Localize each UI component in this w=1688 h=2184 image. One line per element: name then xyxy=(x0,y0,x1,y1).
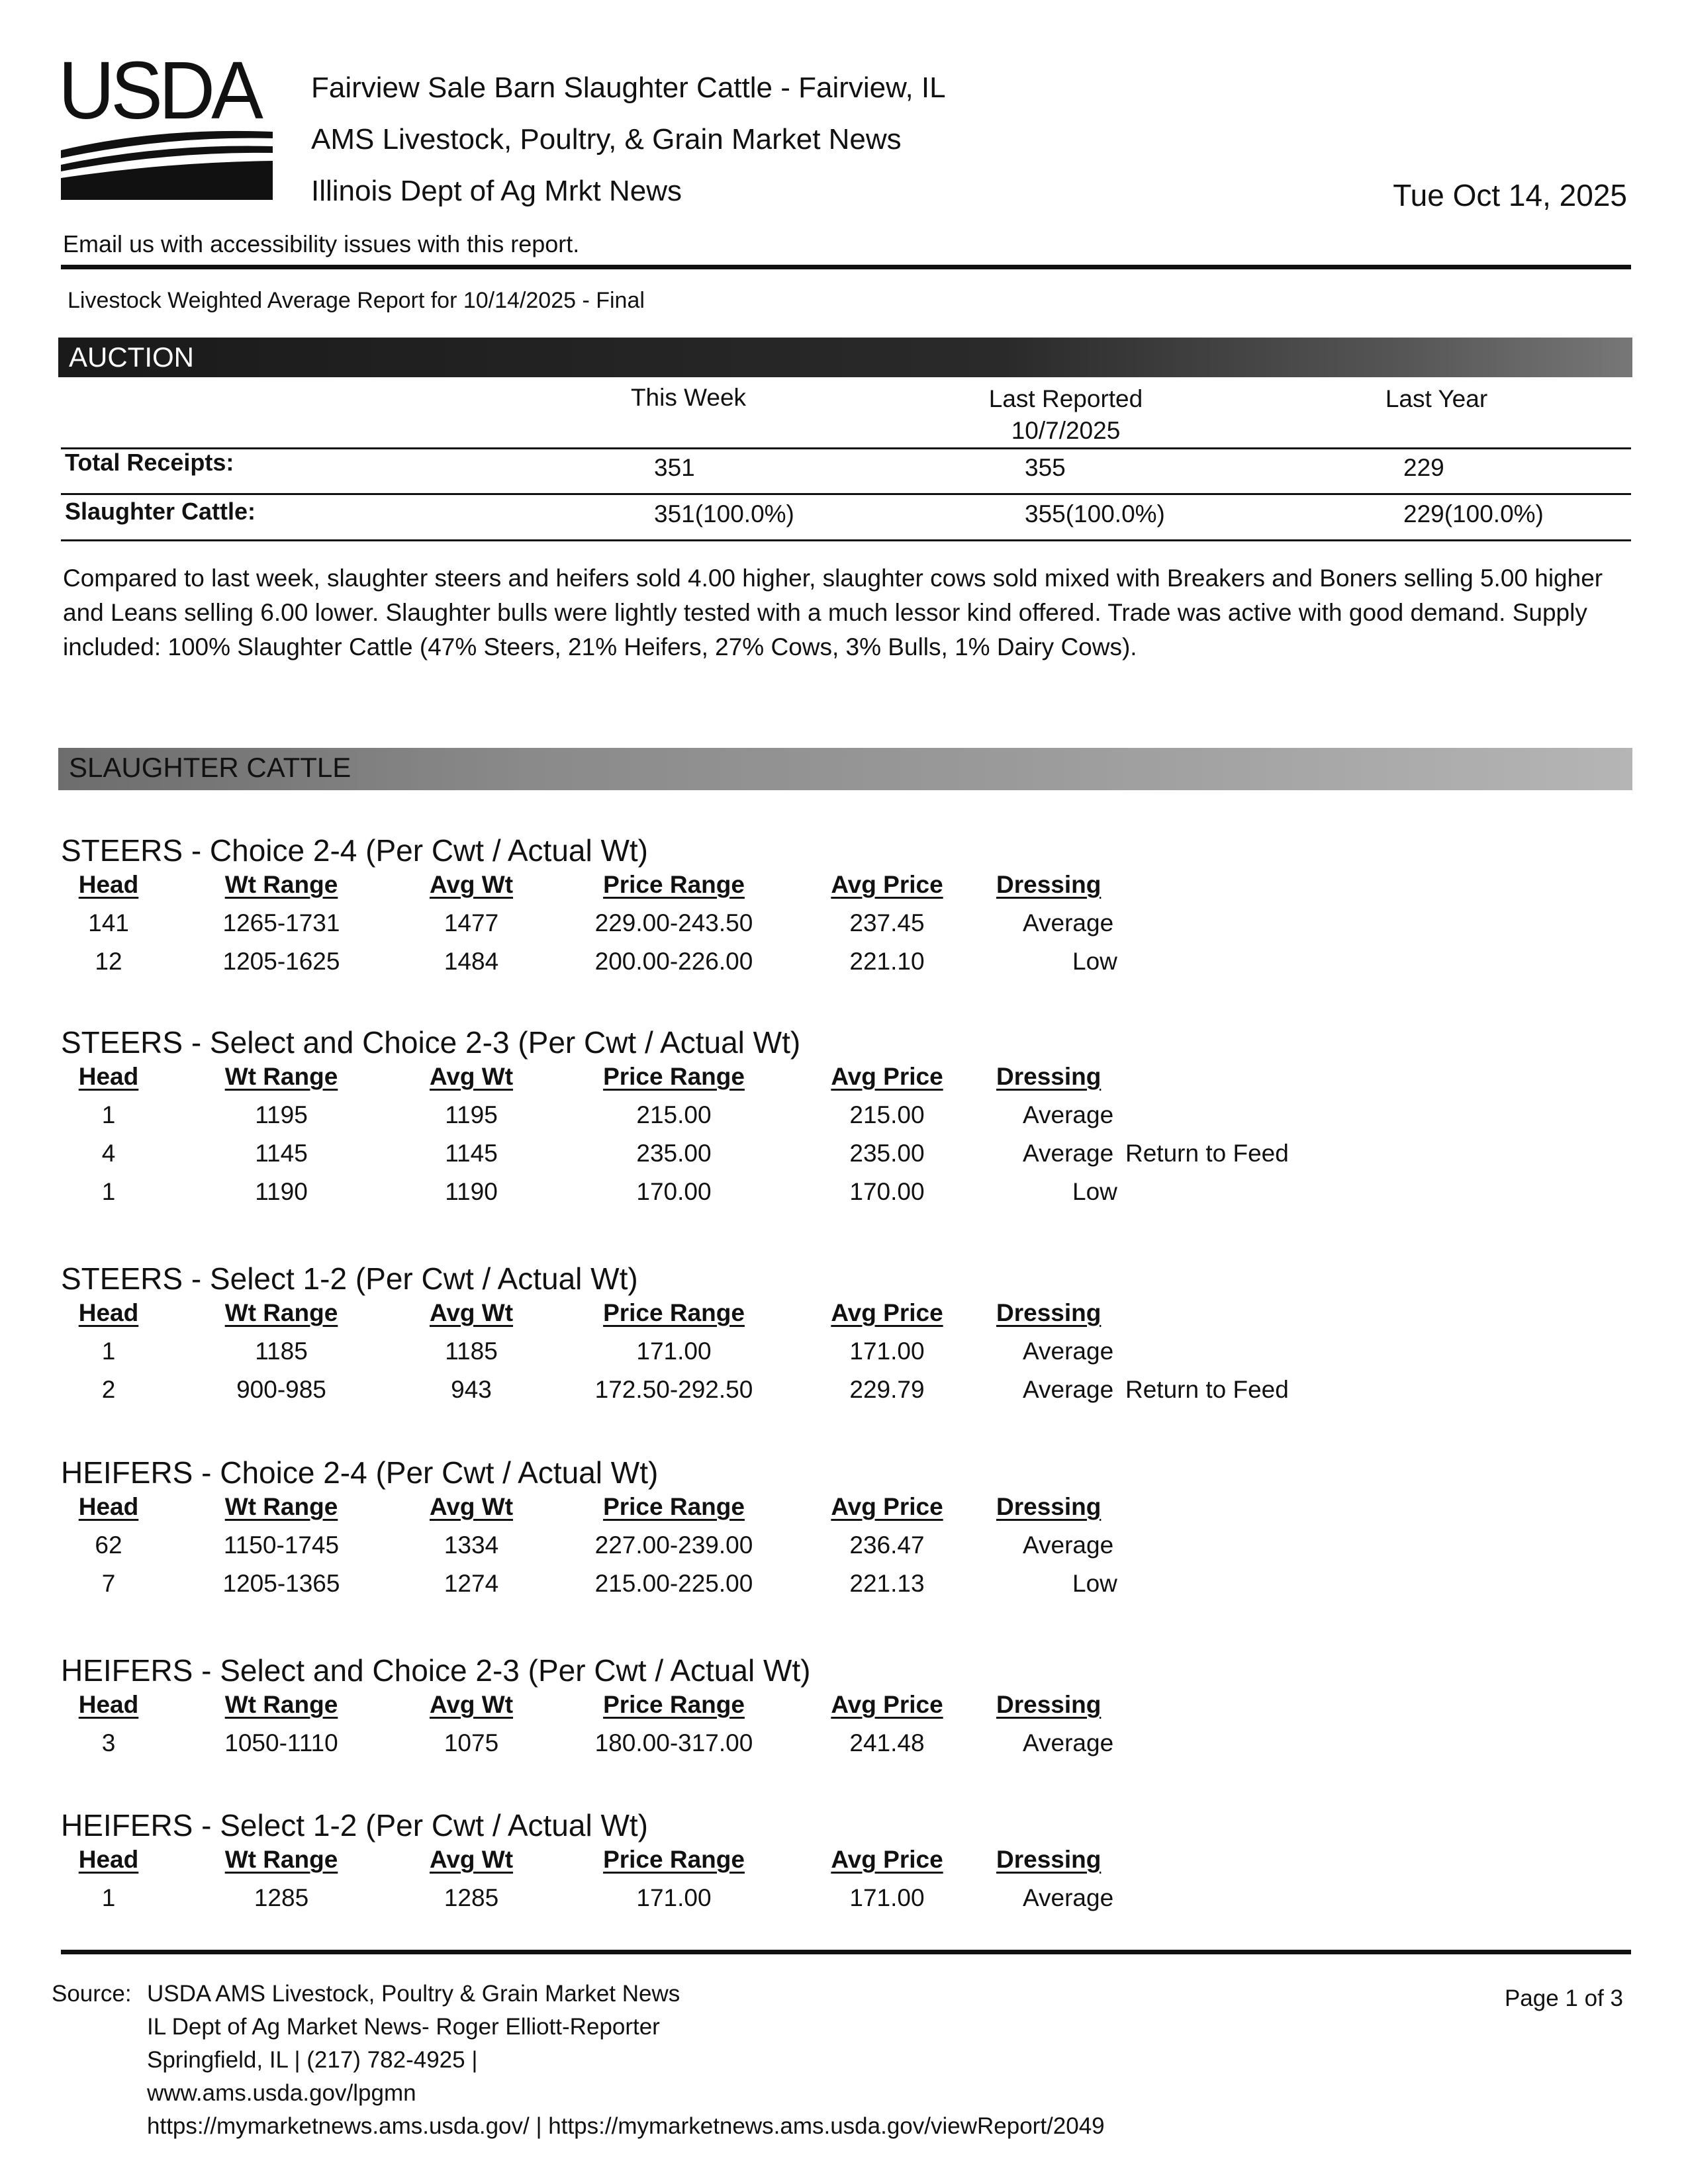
table-row xyxy=(0,909,1688,942)
cell-price-range: 172.50-292.50 xyxy=(594,1376,753,1403)
section-title: STEERS - Choice 2-4 (Per Cwt / Actual Wt) xyxy=(61,833,649,868)
col-header-avg-wt: Avg Wt xyxy=(429,1846,514,1873)
col-header-dressing: Dressing xyxy=(996,1063,1102,1090)
cell-wt-range: 1190 xyxy=(255,1178,308,1205)
section-title: STEERS - Select 1-2 (Per Cwt / Actual Wt) xyxy=(61,1261,638,1296)
slaughter-cattle-this-week: 351(100.0%) xyxy=(654,500,794,527)
col-header-avg-wt: Avg Wt xyxy=(429,871,514,898)
col-header-dressing: Dressing xyxy=(996,1299,1102,1326)
cell-avg-price: 171.00 xyxy=(849,1338,925,1365)
cell-wt-range: 1265-1731 xyxy=(222,909,340,936)
table-row xyxy=(0,1376,1688,1409)
col-header-wt-range: Wt Range xyxy=(224,1846,338,1873)
cell-dressing: Average xyxy=(1023,1531,1114,1559)
table-row xyxy=(0,948,1688,981)
col-header-avg-price: Avg Price xyxy=(831,1299,943,1326)
table-row xyxy=(0,1140,1688,1173)
cell-dressing: Average xyxy=(1023,1884,1114,1911)
cell-price-range: 229.00-243.50 xyxy=(594,909,753,936)
cell-avg-wt: 1145 xyxy=(445,1140,498,1167)
cell-dressing: Low xyxy=(1072,1570,1117,1597)
cell-wt-range: 1150-1745 xyxy=(223,1531,340,1559)
col-header-head: Head xyxy=(78,871,139,898)
cell-avg-wt: 1285 xyxy=(444,1884,499,1911)
auction-rule-3 xyxy=(61,539,1631,541)
cell-avg-price: 236.47 xyxy=(849,1531,925,1559)
col-header-wt-range: Wt Range xyxy=(224,1493,338,1520)
cell-dressing: Average xyxy=(1023,1140,1114,1167)
cell-price-range: 180.00-317.00 xyxy=(594,1729,753,1756)
cell-avg-price: 229.79 xyxy=(849,1376,925,1403)
cell-head: 7 xyxy=(101,1570,116,1597)
report-subtitle: Livestock Weighted Average Report for 10/14/2025 - Final xyxy=(68,288,645,313)
cell-avg-wt: 1477 xyxy=(444,909,499,936)
cell-wt-range: 1145 xyxy=(255,1140,308,1167)
row-total-receipts-label: Total Receipts: xyxy=(65,449,234,476)
col-header-price-range: Price Range xyxy=(603,871,745,898)
col-header-price-range: Price Range xyxy=(603,1846,745,1873)
col-header-head: Head xyxy=(78,1063,139,1090)
footer-website-link[interactable]: www.ams.usda.gov/lpgmn xyxy=(147,2080,416,2106)
usda-logo-text: USDA xyxy=(58,44,259,137)
table-row xyxy=(0,1101,1688,1134)
col-header-avg-price: Avg Price xyxy=(831,1493,943,1520)
section-title: HEIFERS - Select and Choice 2-3 (Per Cwt / Actual Wt) xyxy=(61,1653,811,1688)
cell-avg-wt: 1190 xyxy=(445,1178,498,1205)
col-header-dressing: Dressing xyxy=(996,1493,1102,1520)
cell-avg-wt: 1274 xyxy=(444,1570,499,1597)
col-header-head: Head xyxy=(78,1846,139,1873)
slaughter-cattle-last-year: 229(100.0%) xyxy=(1403,500,1544,527)
cell-avg-price: 235.00 xyxy=(849,1140,925,1167)
auction-rule-1 xyxy=(61,447,1631,449)
cell-price-range: 171.00 xyxy=(636,1884,712,1911)
slaughter-cattle-label: SLAUGHTER CATTLE xyxy=(69,752,352,783)
auction-label: AUCTION xyxy=(69,341,194,373)
table-row xyxy=(0,1338,1688,1371)
cell-price-range: 170.00 xyxy=(636,1178,712,1205)
col-last-reported-date: 10/7/2025 xyxy=(1011,417,1121,444)
cell-head: 2 xyxy=(101,1376,116,1403)
table-row xyxy=(0,1178,1688,1211)
table-row xyxy=(0,1884,1688,1917)
usda-logo-swoosh-icon xyxy=(61,124,273,200)
total-receipts-last-reported: 355 xyxy=(1025,454,1066,481)
auction-section-bar xyxy=(58,338,1632,377)
market-summary: Compared to last week, slaughter steers and heifers sold 4.00 higher, slaughter cows sold mixed with Breakers and Boners selling 5.00 higher and Leans selling 6.00 lower. Slaughter bulls were lightly tested with a much lessor kind offered. Trade was active with good demand. Supply included: 100% Slaughter Cattle (47% Steers, 21% Heifers, 27% Cows, 3% Bulls, 1% Dairy Cows). xyxy=(63,565,1603,660)
page-number: Page 1 of 3 xyxy=(1504,1985,1623,2011)
cell-price-range: 215.00 xyxy=(636,1101,712,1128)
col-header-avg-price: Avg Price xyxy=(831,1691,943,1718)
footer-source-line-1: USDA AMS Livestock, Poultry & Grain Market News xyxy=(147,1981,680,2007)
cell-price-range: 171.00 xyxy=(636,1338,712,1365)
cell-avg-wt: 1075 xyxy=(444,1729,499,1756)
cell-avg-wt: 943 xyxy=(451,1376,492,1403)
col-header-avg-wt: Avg Wt xyxy=(429,1691,514,1718)
footer-source-label: Source: xyxy=(52,1981,132,2007)
col-header-head: Head xyxy=(78,1299,139,1326)
cell-dressing: Low xyxy=(1072,948,1117,975)
cell-dressing: Average xyxy=(1023,1729,1114,1756)
col-header-price-range: Price Range xyxy=(603,1063,745,1090)
col-last-reported: Last Reported xyxy=(988,385,1143,412)
cell-avg-price: 241.48 xyxy=(849,1729,925,1756)
col-header-dressing: Dressing xyxy=(996,1691,1102,1718)
footer-report-links[interactable]: https://mymarketnews.ams.usda.gov/ | https://mymarketnews.ams.usda.gov/viewReport/2049 xyxy=(147,2113,1105,2139)
cell-wt-range: 1285 xyxy=(254,1884,309,1911)
usda-logo xyxy=(58,44,277,202)
col-header-avg-price: Avg Price xyxy=(831,1063,943,1090)
report-title: Fairview Sale Barn Slaughter Cattle - Fairview, IL xyxy=(311,71,946,104)
cell-avg-wt: 1185 xyxy=(445,1338,498,1365)
table-row xyxy=(0,1729,1688,1762)
footer-source-line-2: IL Dept of Ag Market News- Roger Elliott-Reporter xyxy=(147,2014,660,2040)
report-date: Tue Oct 14, 2025 xyxy=(1393,178,1627,212)
cell-avg-wt: 1334 xyxy=(444,1531,499,1559)
cell-head: 62 xyxy=(95,1531,122,1559)
footer-contact-line: Springfield, IL | (217) 782-4925 | xyxy=(147,2047,478,2073)
footer-divider xyxy=(61,1950,1631,1954)
col-header-wt-range: Wt Range xyxy=(224,1299,338,1326)
cell-wt-range: 1205-1625 xyxy=(222,948,340,975)
col-header-avg-price: Avg Price xyxy=(831,1846,943,1873)
cell-avg-wt: 1195 xyxy=(445,1101,498,1128)
cell-wt-range: 1185 xyxy=(255,1338,308,1365)
col-header-price-range: Price Range xyxy=(603,1691,745,1718)
cell-head: 4 xyxy=(101,1140,116,1167)
cell-head: 12 xyxy=(95,948,122,975)
table-row xyxy=(0,1531,1688,1565)
section-title: STEERS - Select and Choice 2-3 (Per Cwt / Actual Wt) xyxy=(61,1025,801,1060)
cell-wt-range: 1050-1110 xyxy=(224,1729,338,1756)
cell-dressing: Average xyxy=(1023,909,1114,936)
header-divider xyxy=(61,265,1631,269)
cell-note: Return to Feed xyxy=(1125,1376,1289,1403)
cell-avg-price: 237.45 xyxy=(849,909,925,936)
cell-wt-range: 900-985 xyxy=(236,1376,326,1403)
col-header-wt-range: Wt Range xyxy=(224,1691,338,1718)
col-header-wt-range: Wt Range xyxy=(224,871,338,898)
auction-rule-2 xyxy=(61,493,1631,495)
cell-head: 1 xyxy=(101,1884,116,1911)
cell-dressing: Low xyxy=(1072,1178,1117,1205)
row-slaughter-cattle-label: Slaughter Cattle: xyxy=(65,498,256,525)
col-header-avg-price: Avg Price xyxy=(831,871,943,898)
cell-head: 1 xyxy=(101,1101,116,1128)
col-header-head: Head xyxy=(78,1493,139,1520)
cell-dressing: Average xyxy=(1023,1376,1114,1403)
cell-dressing: Average xyxy=(1023,1338,1114,1365)
total-receipts-last-year: 229 xyxy=(1403,454,1444,481)
cell-avg-price: 221.13 xyxy=(849,1570,925,1597)
cell-avg-price: 170.00 xyxy=(849,1178,925,1205)
total-receipts-this-week: 351 xyxy=(654,454,695,481)
section-title: HEIFERS - Select 1-2 (Per Cwt / Actual Wt) xyxy=(61,1808,648,1843)
office-name: Illinois Dept of Ag Mrkt News xyxy=(311,175,682,207)
section-title: HEIFERS - Choice 2-4 (Per Cwt / Actual Wt) xyxy=(61,1455,659,1490)
col-header-head: Head xyxy=(78,1691,139,1718)
cell-wt-range: 1195 xyxy=(255,1101,308,1128)
accessibility-email-link[interactable]: Email us with accessibility issues with this report. xyxy=(63,230,580,257)
cell-price-range: 200.00-226.00 xyxy=(594,948,753,975)
cell-note: Return to Feed xyxy=(1125,1140,1289,1167)
slaughter-cattle-last-reported: 355(100.0%) xyxy=(1025,500,1165,527)
col-header-avg-wt: Avg Wt xyxy=(429,1299,514,1326)
col-this-week: This Week xyxy=(630,384,747,411)
cell-avg-price: 221.10 xyxy=(849,948,925,975)
col-header-price-range: Price Range xyxy=(603,1299,745,1326)
col-header-wt-range: Wt Range xyxy=(224,1063,338,1090)
cell-price-range: 215.00-225.00 xyxy=(594,1570,753,1597)
agency-name: AMS Livestock, Poultry, & Grain Market News xyxy=(311,123,902,156)
cell-avg-price: 215.00 xyxy=(849,1101,925,1128)
cell-head: 141 xyxy=(88,909,129,936)
cell-dressing: Average xyxy=(1023,1101,1114,1128)
cell-wt-range: 1205-1365 xyxy=(222,1570,340,1597)
cell-avg-wt: 1484 xyxy=(444,948,499,975)
cell-price-range: 235.00 xyxy=(636,1140,712,1167)
col-header-avg-wt: Avg Wt xyxy=(429,1493,514,1520)
cell-head: 1 xyxy=(101,1338,116,1365)
col-last-year: Last Year xyxy=(1385,385,1488,412)
slaughter-cattle-section-bar xyxy=(58,748,1632,790)
cell-head: 1 xyxy=(101,1178,116,1205)
cell-avg-price: 171.00 xyxy=(849,1884,925,1911)
table-row xyxy=(0,1570,1688,1603)
col-header-price-range: Price Range xyxy=(603,1493,745,1520)
col-header-avg-wt: Avg Wt xyxy=(429,1063,514,1090)
cell-head: 3 xyxy=(101,1729,116,1756)
col-header-dressing: Dressing xyxy=(996,871,1102,898)
cell-price-range: 227.00-239.00 xyxy=(594,1531,753,1559)
col-header-dressing: Dressing xyxy=(996,1846,1102,1873)
